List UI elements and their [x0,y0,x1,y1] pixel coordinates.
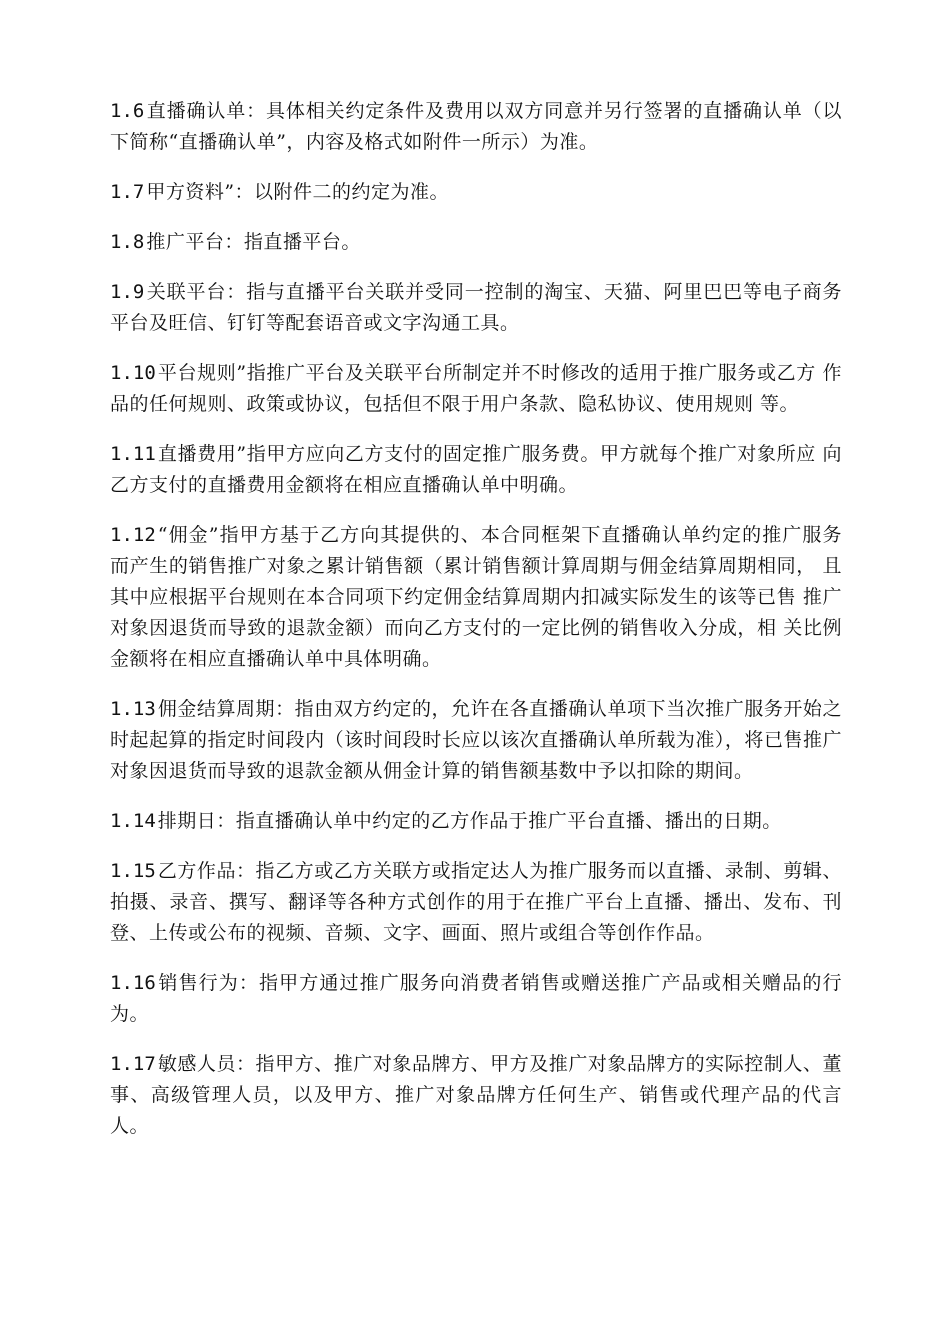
clause-1-6 [110,96,842,158]
clause-1-8 [110,227,842,258]
clause-1-17 [110,1049,842,1142]
clause-text: 推广平台：指直播平台。 [146,231,361,253]
clause-number: 1.11 [110,443,156,465]
clause-1-9 [110,277,842,339]
clause-number: 1.17 [110,1053,156,1075]
clause-text: 佣金结算周期：指由双方约定的，允许在各直播确认单项下当次推广服务开始之时起起算的指定时间段内（该时间段时长应以该次直播确认单所载为准），将已售推广对象因退货而导致的退款金额从佣金计算的销售额基数中予以扣除的期间。 [110,698,842,782]
clause-text: “佣金”指甲方基于乙方向其提供的、本合同框架下直播确认单约定的推广服务 而产生的销售推广对象之累计销售额（累计销售额计算周期与佣金结算周期相同， 且其中应根据平台规则在本合同项下约定佣金结算周期内扣减实际发生的该等已售 推广对象因退货而导致的退款金额）而向乙方支付的一定比例的销售收入分成，相 关比例金额将在相应直播确认单中具体明确。 [110,524,842,670]
clause-text: 关联平台：指与直播平台关联并受同一控制的淘宝、天猫、阿里巴巴等电子商务平台及旺信、钉钉等配套语音或文字沟通工具。 [110,281,842,334]
clause-text: 排期日：指直播确认单中约定的乙方作品于推广平台直播、播出的日期。 [157,810,782,832]
clause-text: 直播确认单：具体相关约定条件及费用以双方同意并另行签署的直播确认单（以下简称“直播确认单”，内容及格式如附件一所示）为准。 [110,100,842,153]
clause-1-15 [110,856,842,949]
clause-number: 1.16 [110,972,156,994]
clause-number: 1.7 [110,181,145,203]
document-page [110,96,842,1161]
clause-1-13 [110,694,842,787]
clause-number: 1.12 [110,524,156,546]
clause-text: 平台规则”指推广平台及关联平台所制定并不时修改的适用于推广服务或乙方 作品的任何规则、政策或协议，包括但不限于用户条款、隐私协议、使用规则 等。 [110,362,842,415]
clause-number: 1.15 [110,860,156,882]
clause-1-12 [110,520,842,675]
clause-number: 1.10 [110,362,156,384]
clause-1-14 [110,806,842,837]
clause-text: 直播费用”指甲方应向乙方支付的固定推广服务费。甲方就每个推广对象所应 向乙方支付的直播费用金额将在相应直播确认单中明确。 [110,443,842,496]
clause-text: 乙方作品：指乙方或乙方关联方或指定达人为推广服务而以直播、录制、剪辑、拍摄、录音、撰写、翻译等各种方式创作的用于在推广平台上直播、播出、发布、刊登、上传或公布的视频、音频、文字、画面、照片或组合等创作作品。 [110,860,842,944]
clause-text: 敏感人员：指甲方、推广对象品牌方、甲方及推广对象品牌方的实际控制人、董事、高级管理人员，以及甲方、推广对象品牌方任何生产、销售或代理产品的代言人。 [110,1053,842,1137]
clause-text: 甲方资料”：以附件二的约定为准。 [146,181,450,203]
clause-1-10 [110,358,842,420]
clause-1-16 [110,968,842,1030]
clause-1-7 [110,177,842,208]
clause-number: 1.6 [110,100,145,122]
clause-1-11 [110,439,842,501]
clause-number: 1.13 [110,698,156,720]
clause-text: 销售行为：指甲方通过推广服务向消费者销售或赠送推广产品或相关赠品的行为。 [110,972,842,1025]
clause-number: 1.8 [110,231,145,253]
clause-number: 1.14 [110,810,156,832]
clause-number: 1.9 [110,281,145,303]
